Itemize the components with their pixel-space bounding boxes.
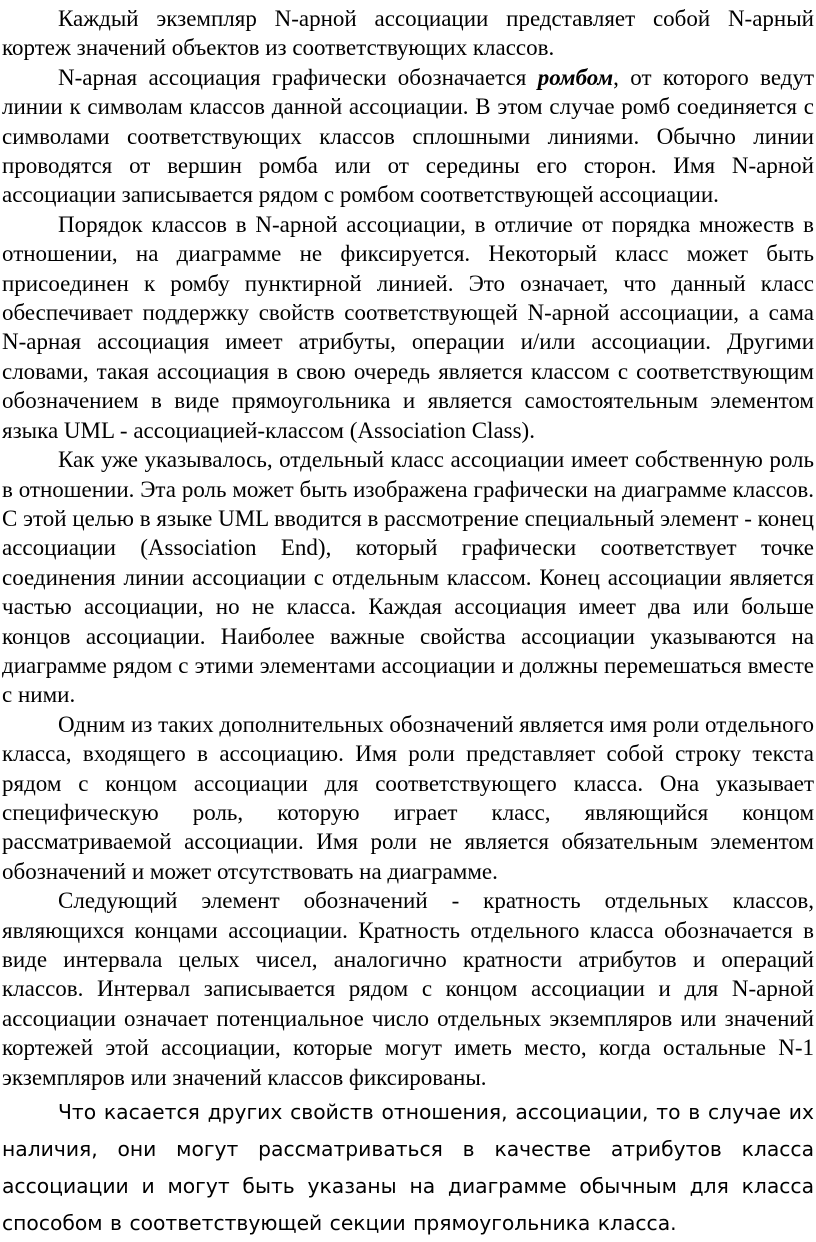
paragraph-2-after: , от которого ведут линии к символам классов данной ассоциации. В этом случае ромб соединяется с символами соответствующих классов сплошными линиями. Обычно линии проводятся от вершин ромба или от середины его сторон. Имя N-арной ассоциации записывается рядом с ромбом соответствующей ассоциации. [2,64,814,208]
paragraph-5: Одним из таких дополнительных обозначений является имя роли отдельного класса, входящего в ассоциацию. Имя роли представляет собой строку текста рядом с концом ассоциации для соответствующего класса. Она указывает специфическую роль, которую играет класс, являющийся концом рассматриваемой ассоциации. Имя роли не является обязательным элементом обозначений и может отсутствовать на диаграмме. [2,711,814,884]
term-rhombus: ромбом [537,64,614,90]
paragraph-4: Как уже указывалось, отдельный класс ассоциации имеет собственную роль в отношении. Эта роль может быть изображена графически на диаграмме классов. С этой целью в языке UML вводится в рассмотрение специальный элемент - конец ассоциации (Association End), который графически соответствует точке соединения линии ассоциации с отдельным классом. Конец ассоциации является частью ассоциации, но не класса. Каждая ассоциация имеет два или больше концов ассоциации. Наиболее важные свойства ассоциации указываются на диаграмме рядом с этими элементами ассоциации и должны перемешаться вместе с ними. [2,447,814,708]
paragraph-2-before: N-арная ассоциация графически обозначается [58,64,538,90]
paragraph-6: Следующий элемент обозначений - кратность отдельных классов, являющихся концами ассоциации. Кратность отдельного класса обозначается в виде интервала целых чисел, аналогично кратности атрибутов и операций классов. Интервал записывается рядом с концом ассоциации и для N-арной ассоциации означает потенциальное число отдельных экземпляров или значений кортежей этой ассоциации, которые могут иметь место, когда остальные N-1 экземпляров или значений классов фиксированы. [2,888,814,1090]
paragraph-3: Порядок классов в N-арной ассоциации, в отличие от порядка множеств в отношении, на диаграмме не фиксируется. Некоторый класс может быть присоединен к ромбу пунктирной линией. Это означает, что данный класс обеспечивает поддержку свойств соответствующей N-арной ассоциации, а сама N-арная ассоциация имеет атрибуты, операции и/или ассоциации. Другими словами, такая ассоциация в свою очередь является классом с соответствующим обозначением в виде прямоугольника и является самостоятельным элементом языка UML - ассоциацией-классом (Association Class). [2,211,814,443]
paragraph-1: Каждый экземпляр N-арной ассоциации представляет собой N-арный кортеж значений объектов из соответствующих классов. [2,6,814,61]
paragraph-2 [2,63,814,210]
paragraph-7: Что касается других свойств отношения, ассоциации, то в случае их наличия, они могут рассматриваться в качестве атрибутов класса ассоциации и могут быть указаны на диаграмме обычным для класса способом в соответствующей секции прямоугольника класса. [2,1100,814,1236]
